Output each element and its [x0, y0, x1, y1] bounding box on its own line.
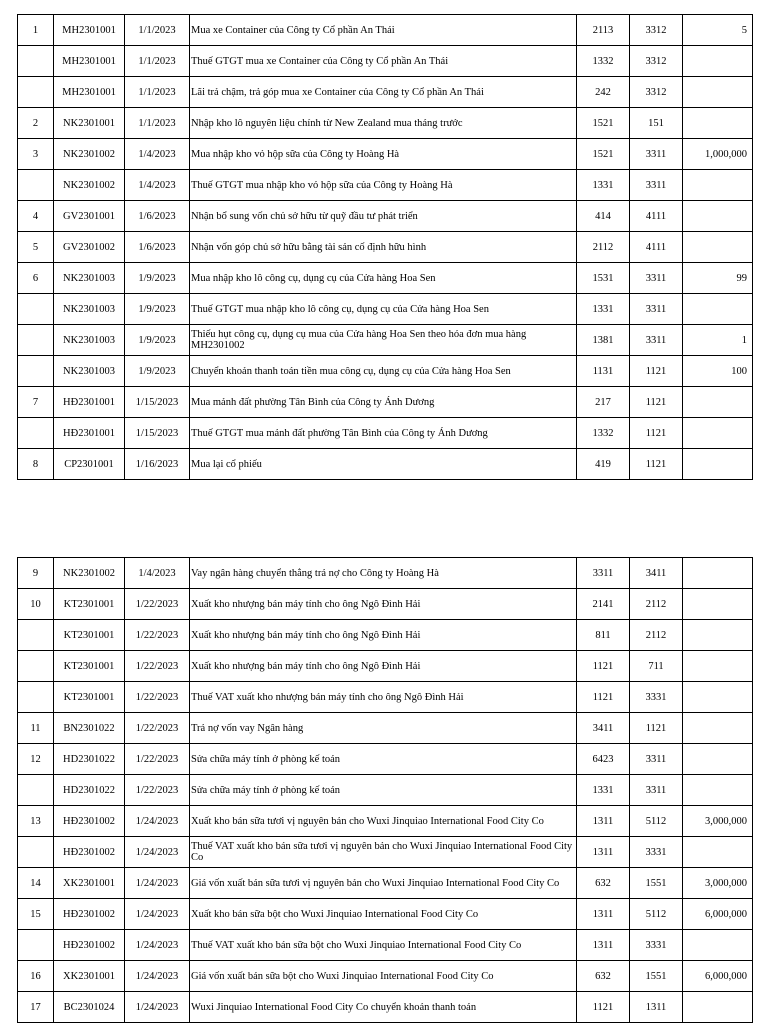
- entry-description-cell: Thiếu hụt công cụ, dụng cụ mua của Cửa hàng Hoa Sen theo hóa đơn mua hàng MH2301002: [190, 325, 577, 356]
- credit-account-cell: 3311: [630, 263, 683, 294]
- table-row: [18, 837, 753, 868]
- entry-amount-cell: [683, 387, 753, 418]
- entry-description-cell: Thuế GTGT mua xe Container của Công ty Cổ phần An Thái: [190, 46, 577, 77]
- entry-date-cell: 1/6/2023: [125, 232, 190, 263]
- debit-account-cell: 2113: [577, 15, 630, 46]
- entry-amount-cell: [683, 775, 753, 806]
- entry-date-cell: 1/22/2023: [125, 744, 190, 775]
- entry-number-cell: [18, 651, 54, 682]
- debit-account-cell: 1521: [577, 108, 630, 139]
- document-number-cell: HĐ2301001: [54, 387, 125, 418]
- table-row: [18, 418, 753, 449]
- entry-date-cell: 1/4/2023: [125, 170, 190, 201]
- entry-description-cell: Thuế VAT xuất kho bán sữa bột cho Wuxi Jinquiao International Food City Co: [190, 930, 577, 961]
- entry-date-cell: 1/6/2023: [125, 201, 190, 232]
- credit-account-cell: 4111: [630, 232, 683, 263]
- entry-date-cell: 1/9/2023: [125, 263, 190, 294]
- entry-description-cell: Vay ngân hàng chuyển thẳng trả nợ cho Công ty Hoàng Hà: [190, 558, 577, 589]
- document-number-cell: HD2301022: [54, 775, 125, 806]
- document-number-cell: NK2301003: [54, 263, 125, 294]
- entry-date-cell: 1/24/2023: [125, 868, 190, 899]
- document-number-cell: HĐ2301002: [54, 837, 125, 868]
- entry-description-cell: Thuế VAT xuất kho nhượng bán máy tính cho ông Ngô Đình Hải: [190, 682, 577, 713]
- credit-account-cell: 1121: [630, 418, 683, 449]
- entry-description-cell: Giá vốn xuất bán sữa tươi vị nguyên bản cho Wuxi Jinquiao International Food City Co: [190, 868, 577, 899]
- entry-number-cell: 16: [18, 961, 54, 992]
- entry-date-cell: 1/9/2023: [125, 294, 190, 325]
- entry-number-cell: [18, 620, 54, 651]
- entry-amount-cell: [683, 201, 753, 232]
- entry-number-cell: 17: [18, 992, 54, 1023]
- entry-amount-cell: [683, 620, 753, 651]
- entry-date-cell: 1/24/2023: [125, 899, 190, 930]
- entry-number-cell: 12: [18, 744, 54, 775]
- entry-date-cell: 1/24/2023: [125, 806, 190, 837]
- credit-account-cell: 3311: [630, 139, 683, 170]
- debit-account-cell: 1121: [577, 992, 630, 1023]
- table-row: [18, 325, 753, 356]
- debit-account-cell: 1311: [577, 837, 630, 868]
- entry-date-cell: 1/1/2023: [125, 77, 190, 108]
- debit-account-cell: 414: [577, 201, 630, 232]
- document-number-cell: NK2301003: [54, 356, 125, 387]
- table-row: [18, 449, 753, 480]
- entry-amount-cell: [683, 77, 753, 108]
- entry-description-cell: Thuế GTGT mua nhập kho vỏ hộp sữa của Công ty Hoàng Hà: [190, 170, 577, 201]
- debit-account-cell: 1331: [577, 294, 630, 325]
- table-row: [18, 713, 753, 744]
- entry-number-cell: [18, 294, 54, 325]
- table-row: [18, 806, 753, 837]
- document-number-cell: NK2301002: [54, 170, 125, 201]
- document-number-cell: MH2301001: [54, 46, 125, 77]
- entry-description-cell: Thuế GTGT mua mảnh đất phường Tân Bình của Công ty Ánh Dương: [190, 418, 577, 449]
- document-number-cell: HĐ2301001: [54, 418, 125, 449]
- document-number-cell: HĐ2301002: [54, 806, 125, 837]
- document-number-cell: MH2301001: [54, 15, 125, 46]
- credit-account-cell: 3311: [630, 294, 683, 325]
- entry-description-cell: Thuế VAT xuất kho bán sữa tươi vị nguyên bản cho Wuxi Jinquiao International Food City Co: [190, 837, 577, 868]
- entry-number-cell: [18, 356, 54, 387]
- document-number-cell: XK2301001: [54, 868, 125, 899]
- credit-account-cell: 1121: [630, 449, 683, 480]
- entry-date-cell: 1/1/2023: [125, 46, 190, 77]
- credit-account-cell: 3311: [630, 170, 683, 201]
- debit-account-cell: 1311: [577, 899, 630, 930]
- entry-number-cell: [18, 775, 54, 806]
- credit-account-cell: 3331: [630, 837, 683, 868]
- entry-number-cell: [18, 325, 54, 356]
- credit-account-cell: 3312: [630, 77, 683, 108]
- debit-account-cell: 419: [577, 449, 630, 480]
- entry-date-cell: 1/24/2023: [125, 992, 190, 1023]
- document-number-cell: NK2301003: [54, 325, 125, 356]
- table-row: [18, 744, 753, 775]
- entry-description-cell: Lãi trả chậm, trả góp mua xe Container của Công ty Cổ phần An Thái: [190, 77, 577, 108]
- debit-account-cell: 1521: [577, 139, 630, 170]
- entry-description-cell: Xuất kho nhượng bán máy tính cho ông Ngô Đình Hải: [190, 620, 577, 651]
- entry-amount-cell: [683, 294, 753, 325]
- entry-date-cell: 1/1/2023: [125, 108, 190, 139]
- entry-number-cell: 10: [18, 589, 54, 620]
- entry-description-cell: Thuế GTGT mua nhập kho lô công cụ, dụng cụ của Cửa hàng Hoa Sen: [190, 294, 577, 325]
- debit-account-cell: 1331: [577, 775, 630, 806]
- table-row: [18, 992, 753, 1023]
- entry-number-cell: 15: [18, 899, 54, 930]
- entry-date-cell: 1/24/2023: [125, 930, 190, 961]
- table-row: [18, 899, 753, 930]
- entry-number-cell: 6: [18, 263, 54, 294]
- debit-account-cell: 2141: [577, 589, 630, 620]
- entry-amount-cell: [683, 651, 753, 682]
- entry-amount-cell: 6,000,000: [683, 961, 753, 992]
- entry-date-cell: 1/1/2023: [125, 15, 190, 46]
- entry-number-cell: 2: [18, 108, 54, 139]
- document-number-cell: MH2301001: [54, 77, 125, 108]
- entry-date-cell: 1/24/2023: [125, 837, 190, 868]
- entry-description-cell: Xuất kho bán sữa tươi vị nguyên bản cho Wuxi Jinquiao International Food City Co: [190, 806, 577, 837]
- entry-description-cell: Trả nợ vốn vay Ngân hàng: [190, 713, 577, 744]
- debit-account-cell: 242: [577, 77, 630, 108]
- entry-amount-cell: 3,000,000: [683, 868, 753, 899]
- document-number-cell: BC2301024: [54, 992, 125, 1023]
- credit-account-cell: 1551: [630, 868, 683, 899]
- entry-amount-cell: [683, 682, 753, 713]
- credit-account-cell: 3311: [630, 744, 683, 775]
- debit-account-cell: 632: [577, 961, 630, 992]
- entry-description-cell: Mua xe Container của Công ty Cổ phần An Thái: [190, 15, 577, 46]
- debit-account-cell: 3411: [577, 713, 630, 744]
- entry-date-cell: 1/22/2023: [125, 651, 190, 682]
- table-row: [18, 15, 753, 46]
- table-row: [18, 558, 753, 589]
- credit-account-cell: 1121: [630, 356, 683, 387]
- credit-account-cell: 1121: [630, 387, 683, 418]
- entry-date-cell: 1/22/2023: [125, 682, 190, 713]
- entry-number-cell: 9: [18, 558, 54, 589]
- entry-date-cell: 1/22/2023: [125, 589, 190, 620]
- journal-table-2: [17, 557, 753, 1023]
- table-row: [18, 651, 753, 682]
- document-number-cell: NK2301002: [54, 139, 125, 170]
- credit-account-cell: 1551: [630, 961, 683, 992]
- entry-date-cell: 1/4/2023: [125, 139, 190, 170]
- table-row: [18, 77, 753, 108]
- table-row: [18, 620, 753, 651]
- entry-date-cell: 1/22/2023: [125, 713, 190, 744]
- document-number-cell: NK2301003: [54, 294, 125, 325]
- debit-account-cell: 811: [577, 620, 630, 651]
- entry-number-cell: 7: [18, 387, 54, 418]
- entry-number-cell: [18, 46, 54, 77]
- entry-amount-cell: 5: [683, 15, 753, 46]
- entry-amount-cell: 100: [683, 356, 753, 387]
- entry-amount-cell: 6,000,000: [683, 899, 753, 930]
- document-number-cell: BN2301022: [54, 713, 125, 744]
- entry-amount-cell: [683, 449, 753, 480]
- document-number-cell: KT2301001: [54, 682, 125, 713]
- debit-account-cell: 1331: [577, 170, 630, 201]
- entry-number-cell: [18, 930, 54, 961]
- entry-number-cell: [18, 682, 54, 713]
- debit-account-cell: 1311: [577, 930, 630, 961]
- entry-description-cell: Nhận bổ sung vốn chủ sở hữu từ quỹ đầu tư phát triển: [190, 201, 577, 232]
- table-row: [18, 108, 753, 139]
- entry-description-cell: Giá vốn xuất bán sữa bột cho Wuxi Jinquiao International Food City Co: [190, 961, 577, 992]
- entry-amount-cell: [683, 713, 753, 744]
- table-row: [18, 682, 753, 713]
- debit-account-cell: 1121: [577, 651, 630, 682]
- table-row: [18, 232, 753, 263]
- document-number-cell: HD2301022: [54, 744, 125, 775]
- document-number-cell: KT2301001: [54, 589, 125, 620]
- entry-amount-cell: [683, 992, 753, 1023]
- entry-number-cell: 5: [18, 232, 54, 263]
- entry-amount-cell: [683, 837, 753, 868]
- entry-amount-cell: [683, 232, 753, 263]
- entry-amount-cell: [683, 418, 753, 449]
- document-number-cell: HĐ2301002: [54, 899, 125, 930]
- entry-amount-cell: [683, 930, 753, 961]
- entry-description-cell: Xuất kho bán sữa bột cho Wuxi Jinquiao International Food City Co: [190, 899, 577, 930]
- entry-date-cell: 1/9/2023: [125, 356, 190, 387]
- entry-number-cell: 1: [18, 15, 54, 46]
- entry-amount-cell: 99: [683, 263, 753, 294]
- table-row: [18, 139, 753, 170]
- entry-amount-cell: 1,000,000: [683, 139, 753, 170]
- entry-date-cell: 1/16/2023: [125, 449, 190, 480]
- entry-description-cell: Wuxi Jinquiao International Food City Co chuyển khoản thanh toán: [190, 992, 577, 1023]
- table-row: [18, 356, 753, 387]
- table-row: [18, 868, 753, 899]
- credit-account-cell: 5112: [630, 806, 683, 837]
- credit-account-cell: 5112: [630, 899, 683, 930]
- entry-description-cell: Xuất kho nhượng bán máy tính cho ông Ngô Đình Hải: [190, 651, 577, 682]
- entry-description-cell: Mua lại cổ phiếu: [190, 449, 577, 480]
- document-number-cell: XK2301001: [54, 961, 125, 992]
- table-row: [18, 294, 753, 325]
- document-number-cell: KT2301001: [54, 620, 125, 651]
- credit-account-cell: 711: [630, 651, 683, 682]
- entry-number-cell: [18, 170, 54, 201]
- document-number-cell: HĐ2301002: [54, 930, 125, 961]
- entry-number-cell: 3: [18, 139, 54, 170]
- entry-date-cell: 1/15/2023: [125, 418, 190, 449]
- table-row: [18, 201, 753, 232]
- table-row: [18, 775, 753, 806]
- table-row: [18, 387, 753, 418]
- debit-account-cell: 1332: [577, 46, 630, 77]
- journal-table-2-body: [18, 558, 753, 1023]
- credit-account-cell: 3311: [630, 775, 683, 806]
- entry-number-cell: [18, 418, 54, 449]
- entry-date-cell: 1/9/2023: [125, 325, 190, 356]
- table-row: [18, 263, 753, 294]
- entry-number-cell: 11: [18, 713, 54, 744]
- entry-amount-cell: [683, 589, 753, 620]
- entry-description-cell: Sửa chữa máy tính ở phòng kế toán: [190, 775, 577, 806]
- debit-account-cell: 1311: [577, 806, 630, 837]
- credit-account-cell: 3312: [630, 15, 683, 46]
- debit-account-cell: 1332: [577, 418, 630, 449]
- entry-amount-cell: [683, 170, 753, 201]
- entry-number-cell: 4: [18, 201, 54, 232]
- entry-date-cell: 1/24/2023: [125, 961, 190, 992]
- entry-number-cell: 8: [18, 449, 54, 480]
- entry-amount-cell: 1: [683, 325, 753, 356]
- entry-description-cell: Xuất kho nhượng bán máy tính cho ông Ngô Đình Hải: [190, 589, 577, 620]
- credit-account-cell: 1121: [630, 713, 683, 744]
- credit-account-cell: 3311: [630, 325, 683, 356]
- document-number-cell: KT2301001: [54, 651, 125, 682]
- entry-amount-cell: [683, 46, 753, 77]
- entry-amount-cell: 3,000,000: [683, 806, 753, 837]
- credit-account-cell: 3331: [630, 682, 683, 713]
- entry-description-cell: Nhập kho lô nguyên liệu chính từ New Zealand mua tháng trước: [190, 108, 577, 139]
- entry-number-cell: 14: [18, 868, 54, 899]
- table-row: [18, 961, 753, 992]
- entry-date-cell: 1/15/2023: [125, 387, 190, 418]
- table-row: [18, 46, 753, 77]
- entry-date-cell: 1/22/2023: [125, 775, 190, 806]
- debit-account-cell: 1531: [577, 263, 630, 294]
- entry-number-cell: [18, 837, 54, 868]
- credit-account-cell: 3312: [630, 46, 683, 77]
- entry-description-cell: Mua mảnh đất phường Tân Bình của Công ty Ánh Dương: [190, 387, 577, 418]
- credit-account-cell: 4111: [630, 201, 683, 232]
- journal-table-1: [17, 14, 753, 480]
- document-number-cell: NK2301002: [54, 558, 125, 589]
- entry-description-cell: Mua nhập kho vỏ hộp sữa của Công ty Hoàng Hà: [190, 139, 577, 170]
- entry-description-cell: Sửa chữa máy tính ở phòng kế toán: [190, 744, 577, 775]
- journal-table-1-body: [18, 15, 753, 480]
- entry-number-cell: [18, 77, 54, 108]
- debit-account-cell: 1131: [577, 356, 630, 387]
- debit-account-cell: 6423: [577, 744, 630, 775]
- entry-number-cell: 13: [18, 806, 54, 837]
- debit-account-cell: 632: [577, 868, 630, 899]
- document-number-cell: GV2301002: [54, 232, 125, 263]
- entry-description-cell: Nhận vốn góp chủ sở hữu bằng tài sản cố định hữu hình: [190, 232, 577, 263]
- entry-date-cell: 1/22/2023: [125, 620, 190, 651]
- document-number-cell: GV2301001: [54, 201, 125, 232]
- debit-account-cell: 217: [577, 387, 630, 418]
- entry-amount-cell: [683, 558, 753, 589]
- table-row: [18, 589, 753, 620]
- table-row: [18, 170, 753, 201]
- entry-description-cell: Chuyển khoản thanh toán tiền mua công cụ, dụng cụ của Cửa hàng Hoa Sen: [190, 356, 577, 387]
- document-number-cell: NK2301001: [54, 108, 125, 139]
- entry-date-cell: 1/4/2023: [125, 558, 190, 589]
- credit-account-cell: 3331: [630, 930, 683, 961]
- entry-amount-cell: [683, 744, 753, 775]
- debit-account-cell: 3311: [577, 558, 630, 589]
- entry-description-cell: Mua nhập kho lô công cụ, dụng cụ của Cửa hàng Hoa Sen: [190, 263, 577, 294]
- debit-account-cell: 1121: [577, 682, 630, 713]
- debit-account-cell: 1381: [577, 325, 630, 356]
- credit-account-cell: 3411: [630, 558, 683, 589]
- credit-account-cell: 1311: [630, 992, 683, 1023]
- credit-account-cell: 2112: [630, 620, 683, 651]
- table-row: [18, 930, 753, 961]
- credit-account-cell: 2112: [630, 589, 683, 620]
- document-number-cell: CP2301001: [54, 449, 125, 480]
- debit-account-cell: 2112: [577, 232, 630, 263]
- credit-account-cell: 151: [630, 108, 683, 139]
- entry-amount-cell: [683, 108, 753, 139]
